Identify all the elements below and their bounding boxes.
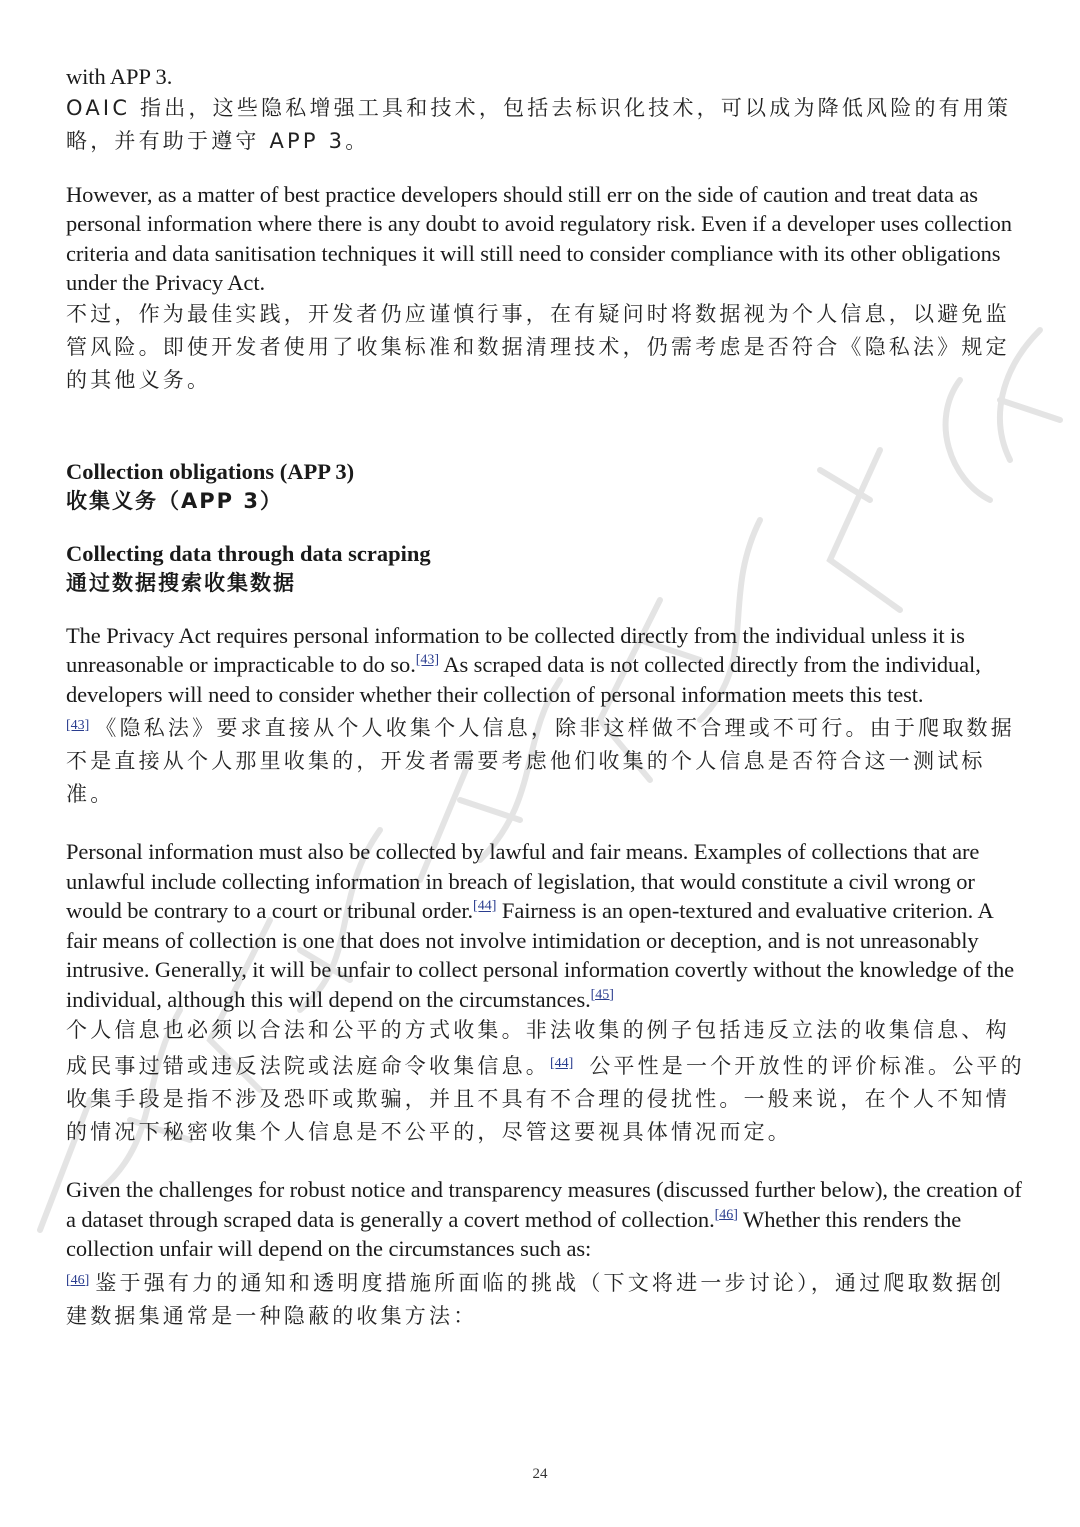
challenges-en-text-2: Whether this renders the collection unfair will depend on the circumstances such as: <box>66 1206 962 1261</box>
lawful-en-text-2: Fairness is an open-textured and evaluative criterion. A fair means of collection is one that does not involve intimidation or deception, and is not unreasonably intrusive. Generally, it will be unfair to collect personal information covertly without the knowledge of the individual, although this will depend on the circumstances. <box>66 898 1014 1012</box>
lawful-block <box>66 837 1026 1149</box>
intro-zh-paragraph: OAIC 指出，这些隐私增强工具和技术，包括去标识化技术，可以成为降低风险的有用策略，并有助于遵守 APP 3。 <box>66 95 1012 153</box>
document-page <box>66 62 1026 1333</box>
lawful-zh-text-2: 公平性是一个开放性的评价标准。公平的收集手段是指不涉及恐吓或欺骗，并且不具有不合理的侵扰性。一般来说，在个人不知情的情况下秘密收集个人信息是不公平的，尽管这要视具体情况而定。 <box>66 1054 1025 1144</box>
scraping-heading-en: Collecting data through data scraping <box>66 540 431 566</box>
footnote-link-44-zh[interactable]: [44] <box>550 1056 574 1071</box>
page-number: 24 <box>532 1466 548 1482</box>
lawful-zh-text-1: 个人信息也必须以合法和公平的方式收集。非法收集的例子包括违反立法的收集信息、构成民事过错或违反法院或法庭命令收集信息。 <box>66 1018 1010 1078</box>
scraping-en-text-2: As scraped data is not collected directly from the individual, developers will need to consider whether their collection of personal information meets this test. <box>66 652 981 707</box>
scraping-zh-text: 《隐私法》要求直接从个人收集个人信息，除非这样做不合理或不可行。由于爬取数据不是直接从个人那里收集的，开发者需要考虑他们收集的个人信息是否符合这一测试标准。 <box>66 716 1015 806</box>
best-practice-en-paragraph: However, as a matter of best practice developers should still err on the side of caution and treat data as personal information where there is any doubt to avoid regulatory risk. Even if a developer uses collection criteria and data sanitisation techniques it will still need to consider compliance with its other obligations under the Privacy Act. <box>66 181 1012 295</box>
footnote-link-44[interactable]: [44] <box>473 898 497 914</box>
scraping-en-text-1: The Privacy Act requires personal information to be collected directly from the individual unless it is unreasonable or impracticable to do so. <box>66 622 965 677</box>
footnote-link-46[interactable]: [46] <box>714 1207 738 1222</box>
footnote-link-46-zh[interactable]: [46] <box>66 1272 90 1288</box>
lawful-en-text-1: Personal information must also be collected by lawful and fair means. Examples of collections that are unlawful include collecting information in breach of legislation, that would constitute a civil wrong or would be contrary to a court or tribunal order. <box>66 839 980 923</box>
intro-block <box>66 62 1026 158</box>
challenges-block <box>66 1175 1026 1333</box>
challenges-en-text-1: Given the challenges for robust notice and transparency measures (discussed further below), the creation of a dataset through scraped data is generally a covert method of collection. <box>66 1177 1022 1232</box>
footnote-link-43-zh[interactable]: [43] <box>66 718 90 733</box>
collection-heading-en: Collection obligations (APP 3) <box>66 458 355 484</box>
scraping-block <box>66 621 1026 812</box>
lawful-en-paragraph <box>66 837 1026 1014</box>
lawful-zh-paragraph <box>66 1014 1026 1149</box>
best-practice-block <box>66 180 1026 397</box>
collection-heading-zh: 收集义务（APP 3） <box>66 488 283 513</box>
challenges-en-paragraph <box>66 1175 1026 1264</box>
intro-en-line: with APP 3. <box>66 64 173 89</box>
challenges-zh-paragraph <box>66 1264 1026 1333</box>
footnote-link-43[interactable]: [43] <box>415 652 440 668</box>
data-scraping-heading <box>66 539 1026 599</box>
scraping-en-paragraph <box>66 621 1026 710</box>
challenges-zh-text: 鉴于强有力的通知和透明度措施所面临的挑战（下文将进一步讨论），通过爬取数据创建数据集通常是一种隐蔽的收集方法： <box>66 1270 1005 1328</box>
scraping-zh-paragraph <box>66 709 1026 811</box>
collection-obligations-heading <box>66 457 1026 517</box>
scraping-heading-zh: 通过数据搜索收集数据 <box>66 570 296 595</box>
footnote-link-45[interactable]: [45] <box>590 987 614 1002</box>
best-practice-zh-paragraph: 不过，作为最佳实践，开发者仍应谨慎行事，在有疑问时将数据视为个人信息，以避免监管风险。即使开发者使用了收集标准和数据清理技术，仍需考虑是否符合《隐私法》规定的其他义务。 <box>66 301 1010 392</box>
